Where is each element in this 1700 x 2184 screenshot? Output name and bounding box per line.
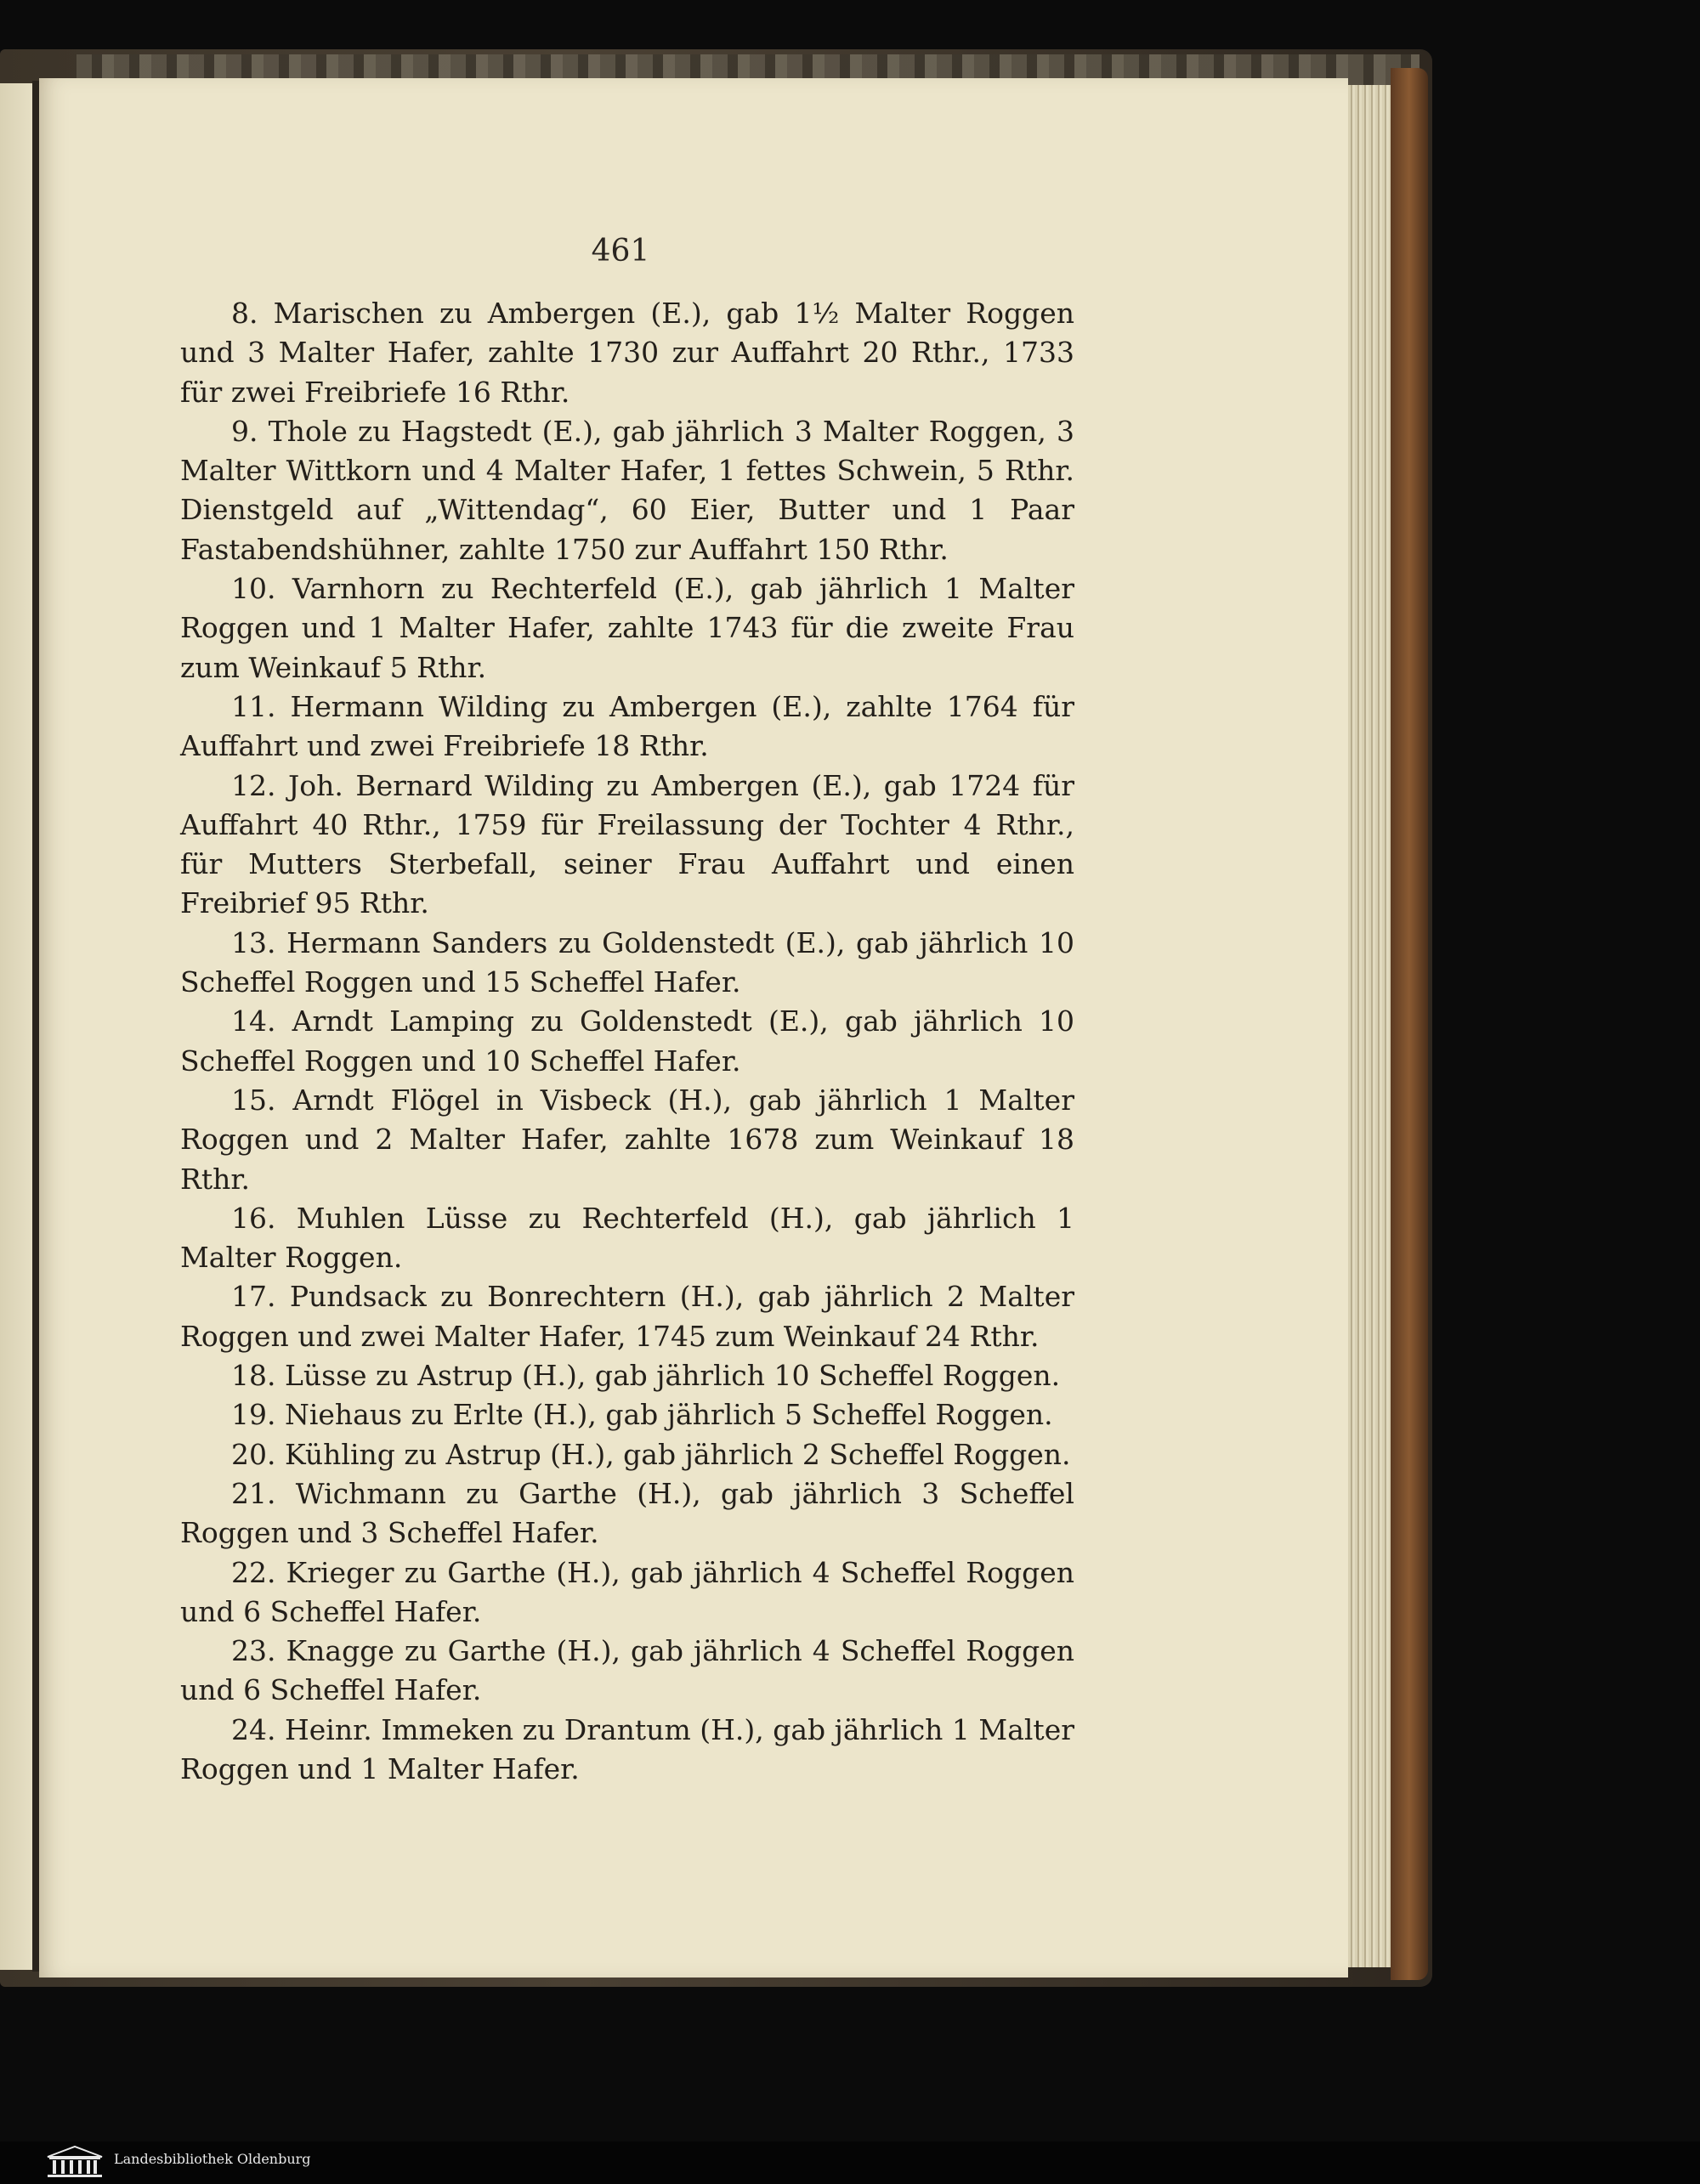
entry-14: 14. Arndt Lamping zu Goldenstedt (E.), gab jährlich 10 Scheffel Roggen und 10 Scheffel Hafer. (180, 1004, 1074, 1078)
entry-8: 8. Marischen zu Ambergen (E.), gab 1½ Malter Roggen und 3 Malter Hafer, zahlte 1730 zur Auffahrt 20 Rthr., 1733 für zwei Freibriefe 16 Rthr. (180, 297, 1074, 409)
library-name[interactable]: Landesbibliothek Oldenburg (114, 2151, 311, 2167)
page-number: 461 (591, 234, 650, 269)
entry-10: 10. Varnhorn zu Rechterfeld (E.), gab jährlich 1 Malter Roggen und 1 Malter Hafer, zahlte 1743 für die zweite Frau zum Weinkauf 5 Rthr. (180, 572, 1074, 684)
entry-19: 19. Niehaus zu Erlte (H.), gab jährlich 5 Scheffel Roggen. (231, 1398, 1053, 1432)
entry-17: 17. Pundsack zu Bonrechtern (H.), gab jährlich 2 Malter Roggen und zwei Malter Hafer, 1745 zum Weinkauf 24 Rthr. (180, 1280, 1074, 1353)
page-text (180, 294, 1074, 1789)
entry-20: 20. Kühling zu Astrup (H.), gab jährlich 2 Scheffel Roggen. (231, 1437, 1071, 1471)
entry-13: 13. Hermann Sanders zu Goldenstedt (E.), gab jährlich 10 Scheffel Roggen und 15 Scheffel Hafer. (180, 925, 1074, 999)
entry-23: 23. Knagge zu Garthe (H.), gab jährlich 4 Scheffel Roggen und 6 Scheffel Hafer. (180, 1634, 1074, 1707)
entry-21: 21. Wichmann zu Garthe (H.), gab jährlich 3 Scheffel Roggen und 3 Scheffel Hafer. (180, 1476, 1074, 1550)
entry-22: 22. Krieger zu Garthe (H.), gab jährlich 4 Scheffel Roggen und 6 Scheffel Hafer. (180, 1555, 1074, 1628)
book-spine (1391, 68, 1428, 1980)
entry-12: 12. Joh. Bernard Wilding zu Ambergen (E.), gab 1724 für Auffahrt 40 Rthr., 1759 für Freilassung der Tochter 4 Rthr., für Mutters Sterbefall, seiner Frau Auffahrt und einen Freibrief 95 Rthr. (180, 768, 1074, 920)
entry-24: 24. Heinr. Immeken zu Drantum (H.), gab jährlich 1 Malter Roggen und 1 Malter Hafer. (180, 1712, 1074, 1785)
page-edges (1348, 85, 1391, 1967)
library-building-icon (44, 2145, 105, 2179)
entry-15: 15. Arndt Flögel in Visbeck (H.), gab jährlich 1 Malter Roggen und 2 Malter Hafer, zahlte 1678 zum Weinkauf 18 Rthr. (180, 1083, 1074, 1196)
entry-18: 18. Lüsse zu Astrup (H.), gab jährlich 10 Scheffel Roggen. (231, 1359, 1061, 1393)
left-page-edge (0, 83, 32, 1970)
entry-16: 16. Muhlen Lüsse zu Rechterfeld (H.), gab jährlich 1 Malter Roggen. (180, 1201, 1074, 1275)
entry-9: 9. Thole zu Hagstedt (E.), gab jährlich 3 Malter Roggen, 3 Malter Wittkorn und 4 Malter Hafer, 1 fettes Schwein, 5 Rthr. Dienstgeld auf „Wittendag“, 60 Eier, Butter und 1 Paar Fastabendshühner, zahlte 1750 zur Auffahrt 150 Rthr. (180, 414, 1074, 566)
entry-11: 11. Hermann Wilding zu Ambergen (E.), zahlte 1764 für Auffahrt und zwei Freibriefe 18 Rthr. (180, 689, 1074, 763)
